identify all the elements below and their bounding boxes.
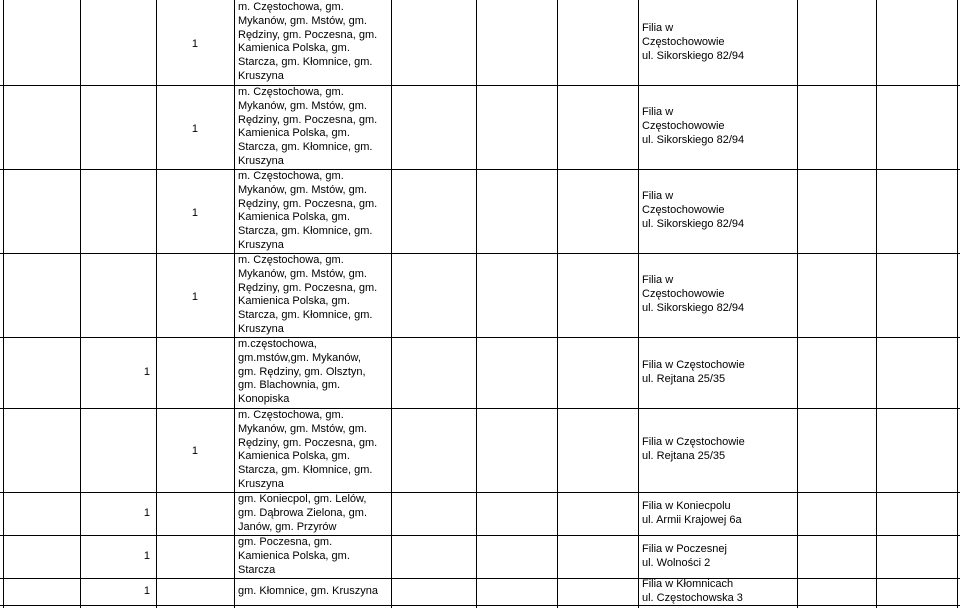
office-cell: Filia w Częstochowie ul. Rejtana 25/35 xyxy=(642,359,745,385)
column-divider xyxy=(476,0,477,608)
area-cell: gm. Kłomnice, gm. Kruszyna xyxy=(238,585,378,597)
area-cell: gm. Koniecpol, gm. Lelów, gm. Dąbrowa Zielona, gm. Janów, gm. Przyrów xyxy=(238,493,367,533)
row-number: 1 xyxy=(143,585,150,597)
office-cell: Filia w Poczesnej ul. Wolności 2 xyxy=(642,543,727,569)
column-divider xyxy=(156,0,157,608)
office-cell: Filia w Częstochowie ul. Rejtana 25/35 xyxy=(642,436,745,462)
column-divider xyxy=(391,0,392,608)
office-cell: Filia w Częstochowowie ul. Sikorskiego 82/94 xyxy=(642,274,745,314)
row-divider xyxy=(0,605,960,606)
office-cell: Filia w Częstochowowie ul. Sikorskiego 82/94 xyxy=(642,106,745,146)
office-cell: Filia w Kłomnicach ul. Częstochowska 3 xyxy=(642,578,743,604)
office-cell: Filia w Częstochowowie ul. Sikorskiego 82/94 xyxy=(642,22,745,62)
row-divider xyxy=(0,408,960,409)
area-cell: m. Częstochowa, gm. Mykanów, gm. Mstów, gm. Rędziny, gm. Poczesna, gm. Kamienica Polska, gm. Starcza, gm. Kłomnice, gm. Kruszyna xyxy=(238,254,378,335)
column-divider xyxy=(234,0,235,608)
row-number: 1 xyxy=(191,207,198,219)
column-divider xyxy=(80,0,81,608)
row-divider xyxy=(0,578,960,579)
row-divider xyxy=(0,253,960,254)
row-divider xyxy=(0,169,960,170)
row-number: 1 xyxy=(191,445,198,457)
area-cell: m. Częstochowa, gm. Mykanów, gm. Mstów, gm. Rędziny, gm. Poczesna, gm. Kamienica Polska, gm. Starcza, gm. Kłomnice, gm. Kruszyna xyxy=(238,1,378,82)
row-number: 1 xyxy=(191,123,198,135)
row-number: 1 xyxy=(143,550,150,562)
row-divider xyxy=(0,535,960,536)
row-number: 1 xyxy=(143,507,150,519)
office-cell: Filia w Koniecpolu ul. Armii Krajowej 6a xyxy=(642,500,742,526)
row-number: 1 xyxy=(143,366,150,378)
column-divider xyxy=(797,0,798,608)
area-cell: gm. Poczesna, gm. Kamienica Polska, gm. Starcza xyxy=(238,536,350,576)
area-cell: m.częstochowa, gm.mstów,gm. Mykanów, gm. Rędziny, gm. Olsztyn, gm. Blachownia, gm. Konopiska xyxy=(238,338,366,406)
row-number: 1 xyxy=(191,291,198,303)
area-cell: m. Częstochowa, gm. Mykanów, gm. Mstów, gm. Rędziny, gm. Poczesna, gm. Kamienica Polska, gm. Starcza, gm. Kłomnice, gm. Kruszyna xyxy=(238,170,378,251)
column-divider xyxy=(638,0,639,608)
row-divider xyxy=(0,85,960,86)
area-cell: m. Częstochowa, gm. Mykanów, gm. Mstów, gm. Rędziny, gm. Poczesna, gm. Kamienica Polska, gm. Starcza, gm. Kłomnice, gm. Kruszyna xyxy=(238,409,378,490)
row-divider xyxy=(0,337,960,338)
column-divider xyxy=(957,0,958,608)
area-cell: m. Częstochowa, gm. Mykanów, gm. Mstów, gm. Rędziny, gm. Poczesna, gm. Kamienica Polska, gm. Starcza, gm. Kłomnice, gm. Kruszyna xyxy=(238,86,378,167)
column-divider xyxy=(3,0,4,608)
row-number: 1 xyxy=(191,38,198,50)
column-divider xyxy=(557,0,558,608)
office-cell: Filia w Częstochowowie ul. Sikorskiego 82/94 xyxy=(642,190,745,230)
row-divider xyxy=(0,492,960,493)
column-divider xyxy=(876,0,877,608)
